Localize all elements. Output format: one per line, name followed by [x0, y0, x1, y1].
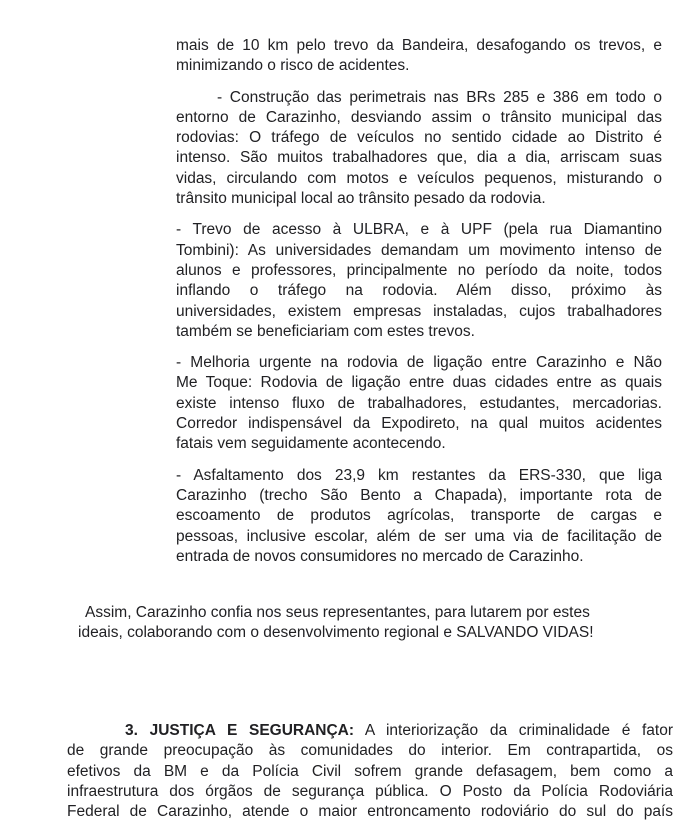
text-line: de grande preocupação às comunidades do interior. Em contrapartida, os — [67, 742, 673, 760]
text-line: fatais vem seguidamente acontecendo. — [176, 435, 446, 453]
text-line: mais de 10 km pelo trevo da Bandeira, desafogando os trevos, e — [176, 37, 662, 54]
text-line: trânsito municipal local ao trânsito pesado da rodovia. — [176, 190, 546, 208]
text-line: Carazinho (trecho São Bento a Chapada), importante rota de — [176, 486, 662, 504]
text-line: existe intenso fluxo de trabalhadores, estudantes, mercadorias. — [176, 394, 662, 412]
section-roads-demands — [176, 25, 662, 567]
text-line: entrada de novos consumidores no mercado de Carazinho. — [176, 547, 584, 565]
text-line: - Asfaltamento dos 23,9 km restantes da ERS-330, que liga — [176, 466, 662, 484]
text-line: - Construção das perimetrais nas BRs 285 e 386 em todo o — [217, 88, 662, 106]
text-line: Me Toque: Rodovia de ligação entre duas cidades entre as quais — [176, 374, 662, 392]
text-line: Corredor indispensável da Expodireto, na qual muitos acidentes — [176, 415, 662, 433]
text-line: minimizando o risco de acidentes. — [176, 57, 410, 75]
text-line: rodovias: O tráfego de veículos no sentido cidade ao Distrito é — [176, 129, 662, 147]
text-line: - Trevo de acesso à ULBRA, e à UPF (pela rua Diamantino — [176, 221, 662, 239]
text-line: pessoas, inclusive escolar, além de ser uma via de facilitação de — [176, 527, 662, 545]
text-line: entorno de Carazinho, desviando assim o trânsito municipal das — [176, 108, 662, 126]
text-line: alunos e professores, principalmente no período da noite, todos — [176, 261, 662, 279]
text-line: intenso. São muitos trabalhadores que, dia a dia, arriscam suas — [176, 149, 662, 167]
text-line: - Melhoria urgente na rodovia de ligação entre Carazinho e Não — [176, 354, 662, 372]
text-line: infraestrutura dos órgãos de segurança pública. O Posto da Polícia Rodoviária — [67, 782, 673, 800]
text-line: Tombini): As universidades demandam um movimento intenso de — [176, 241, 662, 259]
text-line: universidades, existem empresas instaladas, cujos trabalhadores — [176, 302, 662, 320]
text-line: também se beneficiariam com estes trevos. — [176, 322, 475, 340]
text-line — [67, 721, 673, 741]
section-justice-security — [67, 710, 673, 822]
text-line: Federal de Carazinho, atende o maior entroncamento rodoviário do sul do país — [67, 803, 673, 821]
text-line: inflando o tráfego na rodovia. Além disso, próximo às — [176, 282, 662, 300]
text-line: vidas, circulando com motos e veículos pequenos, misturando o — [176, 169, 662, 187]
text-line: Assim, Carazinho confia nos seus representantes, para lutarem por estes — [85, 604, 590, 621]
closing-statement — [78, 592, 638, 644]
heading-line-rest: A interiorização da criminalidade é fator — [354, 722, 673, 739]
text-line: efetivos da BM e da Polícia Civil sofrem grande defasagem, bem como a — [67, 762, 673, 780]
text-line: escoamento de produtos agrícolas, transporte de cargas e — [176, 507, 662, 525]
text-line: ideais, colaborando com o desenvolvimento regional e SALVANDO VIDAS! — [78, 624, 594, 642]
section-heading: 3. JUSTIÇA E SEGURANÇA: — [125, 722, 355, 739]
